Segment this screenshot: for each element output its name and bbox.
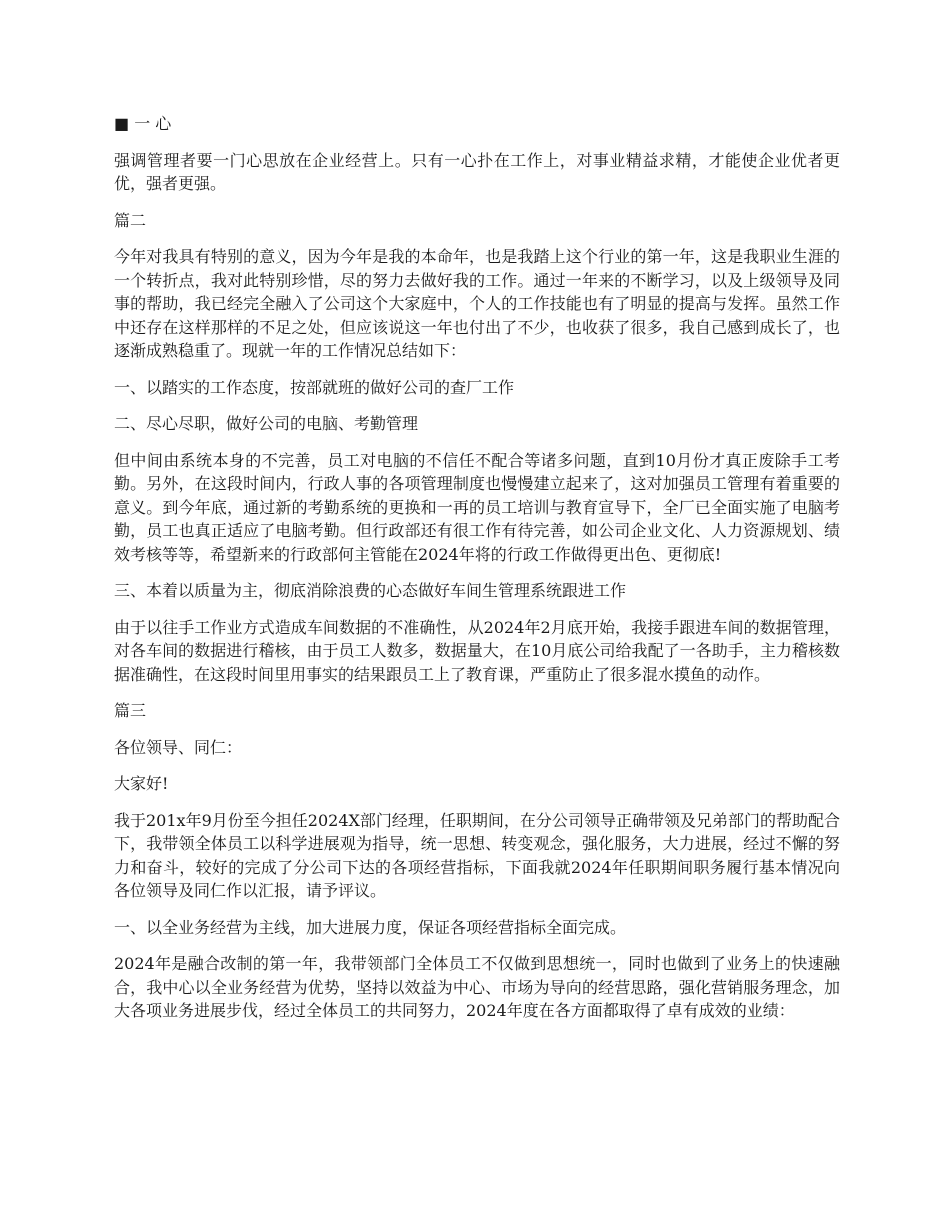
list-heading-3: 三、本着以质量为主，彻底消除浪费的心态做好车间生管理系统跟进工作 — [114, 581, 627, 600]
list-heading-1: 一、以全业务经营为主线，加大进展力度，保证各项经营指标全面完成。 — [114, 917, 627, 937]
paragraph: 但中间由系统本身的不完善，员工对电脑的不信任不配合等诸多问题，直到10月份才真正废除手工考勤。另外，在这段时间内，行政人事的各项管理制度也慢慢建立起来了，这对加强员工管理有着重要的意义。到今年底，通过新的考勤系统的更换和一再的员工培训与教育宣导下，全厂已全面实施了电脑考勤，员工也真正适应了电脑考勤。但行政部还有很工作有待完善，如公司企业文化、人力资源规划、绩效考核等等，希望新来的行政部何主管能在2024年将的行政工作做得更出色、更彻底! — [114, 450, 840, 564]
paragraph: 我于201x年9月份至今担任2024X部门经理，任职期间，在分公司领导正确带领及兄弟部门的帮助配合下，我带领全体员工以科学进展观为指导，统一思想、转变观念，强化服务，大力进展，经过不懈的努力和奋斗，较好的完成了分公司下达的各项经营指标，下面我就2024年任职期间职务履行基本情况向各位领导及同仁作以汇报，请予评议。 — [114, 810, 840, 900]
list-heading-1: 一、以踏实的工作态度，按部就班的做好公司的查厂工作 — [114, 377, 515, 397]
document-body — [114, 112, 840, 1036]
paragraph: 由于以往手工作业方式造成车间数据的不准确性，从2024年2月底开始，我接手跟进车间的数据管理，对各车间的数据进行稽核，由于员工人数多，数据量大，在10月底公司给我配了一各助手，主力稽核数据准确性，在这段时间里用事实的结果跟员工上了教育课，严重防止了很多混水摸鱼的动作。 — [114, 617, 840, 684]
list-heading-2: 二、尽心尽职，做好公司的电脑、考勤管理 — [114, 414, 419, 433]
section-title-pian-er: 篇二 — [114, 210, 147, 230]
salutation: 各位领导、同仁： — [114, 737, 243, 757]
section-heading-yixin: ■ 一 心 — [114, 114, 172, 133]
paragraph: 今年对我具有特别的意义，因为今年是我的本命年，也是我踏上这个行业的第一年，这是我职业生涯的一个转折点，我对此特别珍惜，尽的努力去做好我的工作。通过一年来的不断学习，以及上级领导及同事的帮助，我已经完全融入了公司这个大家庭中，个人的工作技能也有了明显的提高与发挥。虽然工作中还存在这样那样的不足之处，但应该说这一年也付出了不少，也收获了很多，我自己感到成长了，也逐渐成熟稳重了。现就一年的工作情况总结如下： — [114, 247, 840, 360]
greeting: 大家好! — [114, 774, 169, 793]
paragraph: 强调管理者要一门心思放在企业经营上。只有一心扑在工作上，对事业精益求精，才能使企业优者更优，强者更强。 — [114, 150, 840, 193]
section-title-pian-san: 篇三 — [114, 701, 147, 720]
paragraph: 2024年是融合改制的第一年，我带领部门全体员工不仅做到思想统一，同时也做到了业务上的快速融合，我中心以全业务经营为优势，坚持以效益为中心、市场为导向的经营思路，强化营销服务理念，加大各项业务进展步伐，经过全体员工的共同努力，2024年度在各方面都取得了卓有成效的业绩： — [114, 954, 840, 1020]
